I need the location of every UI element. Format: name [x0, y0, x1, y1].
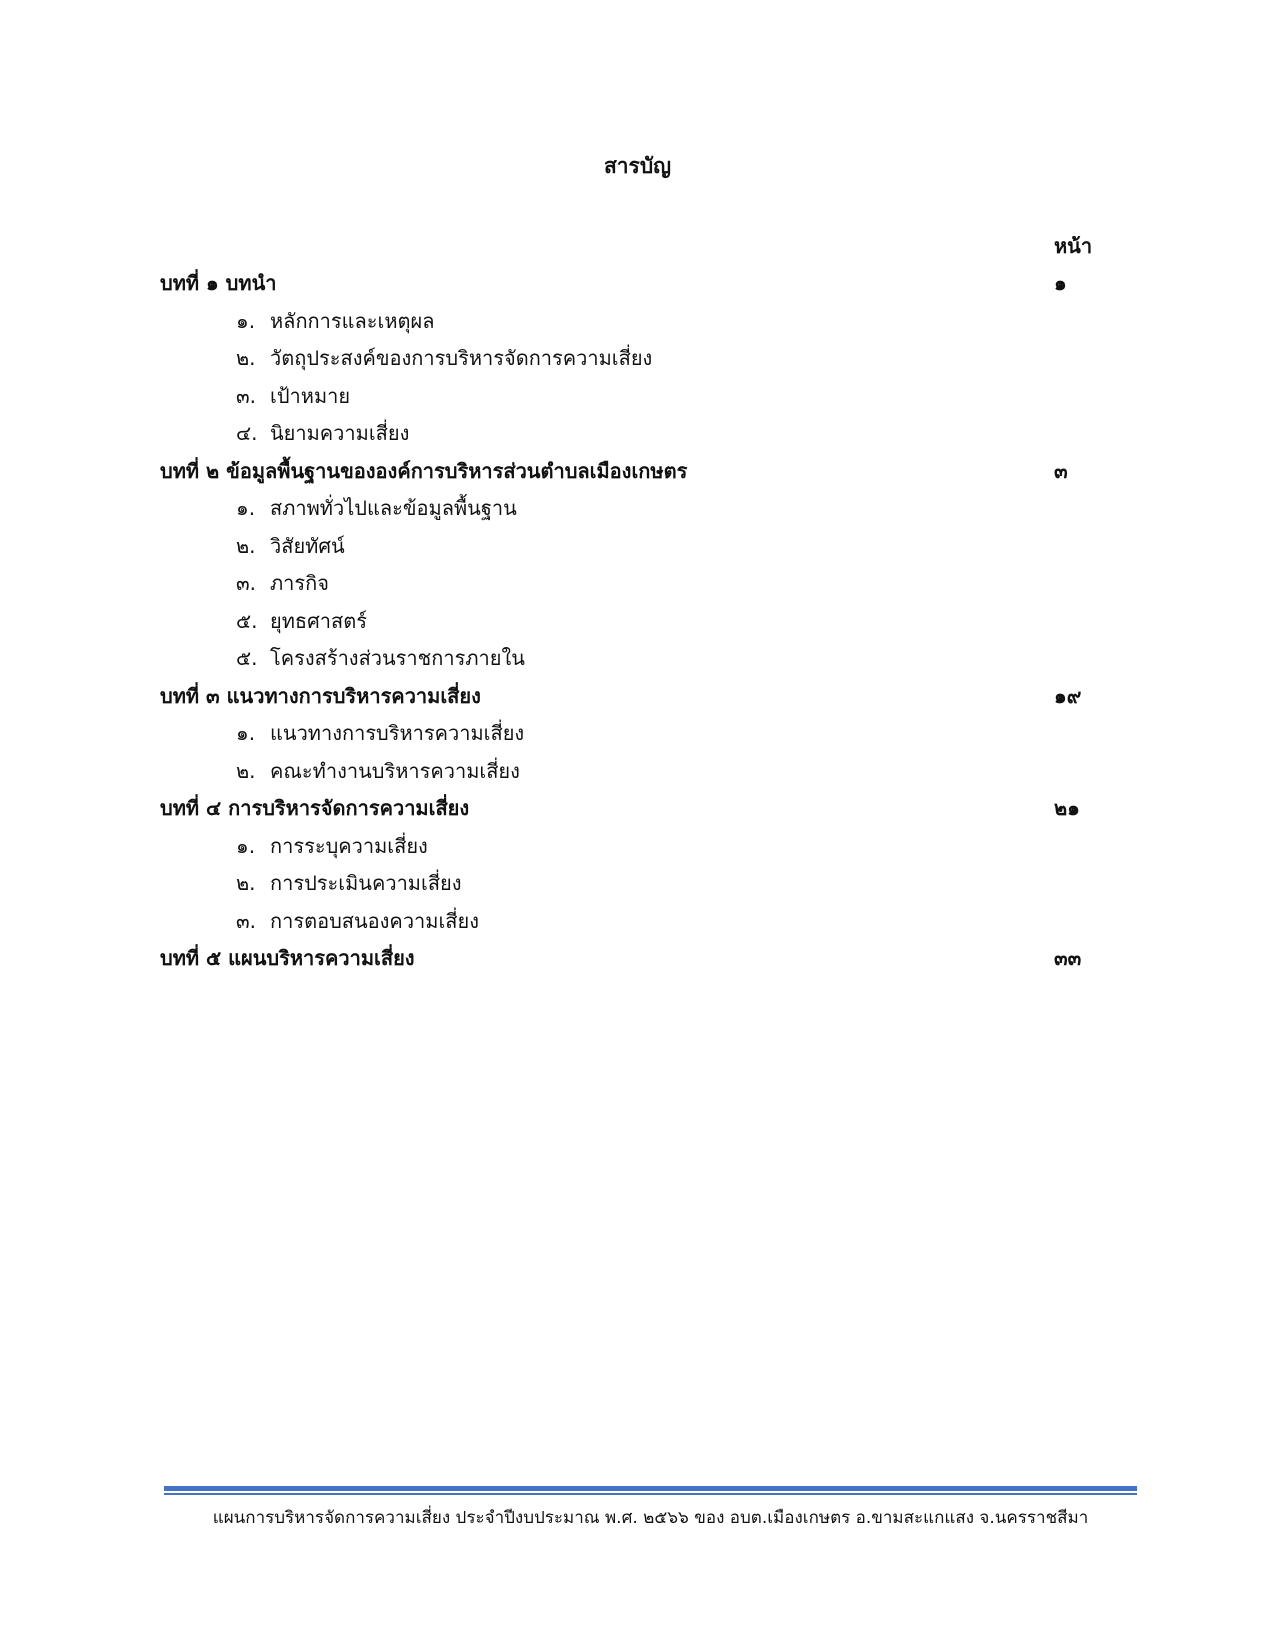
toc-item-text: ยุทธศาสตร์	[270, 608, 367, 633]
toc-item-text: การตอบสนองความเสี่ยง	[270, 908, 479, 933]
toc-item-number: ๑.	[236, 721, 256, 745]
chapter-heading	[160, 453, 1110, 491]
table-of-contents	[160, 265, 1110, 978]
toc-item-text: แนวทางการบริหารความเสี่ยง	[270, 721, 525, 745]
chapter-page-number: ๒๑	[1054, 796, 1080, 820]
toc-item-number: ๒.	[236, 533, 256, 558]
toc-item-number: ๑.	[236, 308, 256, 333]
page-title: สารบัญ	[603, 154, 672, 178]
toc-item-text: เป้าหมาย	[270, 383, 351, 408]
toc-item	[160, 303, 1110, 341]
toc-item-text: การระบุความเสี่ยง	[270, 833, 428, 858]
toc-item-text: การประเมินความเสี่ยง	[270, 871, 462, 895]
footer-divider-thin	[164, 1493, 1137, 1495]
toc-item-number: ๒.	[236, 758, 256, 783]
toc-item-text: โครงสร้างส่วนราชการภายใน	[270, 646, 525, 670]
toc-item-number: ๑.	[236, 496, 256, 520]
toc-item	[160, 715, 1110, 753]
chapter-page-number: ๓	[1054, 458, 1068, 483]
toc-item-number: ๓.	[236, 383, 257, 408]
toc-item-text: วิสัยทัศน์	[270, 533, 345, 558]
toc-item	[160, 415, 1110, 453]
toc-item	[160, 753, 1110, 791]
chapter-title: บทที่ ๔ การบริหารจัดการความเสี่ยง	[160, 796, 470, 820]
chapter-title: บทที่ ๒ ข้อมูลพื้นฐานขององค์การบริหารส่วนตำบลเมืองเกษตร	[160, 458, 688, 483]
toc-item-number: ๕.	[236, 608, 258, 633]
toc-item	[160, 828, 1110, 866]
toc-item	[160, 603, 1110, 641]
page-footer: แผนการบริหารจัดการความเสี่ยง ประจำปีงบประมาณ พ.ศ. ๒๕๖๖ ของ อบต.เมืองเกษตร อ.ขามสะแกแสง จ.นครราชสีมา	[212, 1508, 1089, 1528]
toc-item	[160, 378, 1110, 416]
chapter-title: บทที่ ๑ บทนำ	[160, 271, 277, 295]
chapter-heading	[160, 940, 1110, 978]
page-column-header: หน้า	[1054, 234, 1093, 258]
toc-item-number: ๒.	[236, 346, 256, 370]
toc-item	[160, 903, 1110, 941]
toc-item-text: วัตถุประสงค์ของการบริหารจัดการความเสี่ยง	[270, 346, 653, 370]
toc-item-number: ๔.	[236, 421, 258, 445]
toc-item-number: ๑.	[236, 833, 256, 858]
toc-item-number: ๕.	[236, 646, 258, 670]
footer-divider	[164, 1486, 1137, 1496]
toc-item	[160, 490, 1110, 528]
chapter-heading	[160, 678, 1110, 716]
chapter-page-number: ๑๙	[1054, 683, 1082, 708]
toc-item-text: หลักการและเหตุผล	[270, 308, 435, 333]
chapter-page-number: ๑	[1054, 271, 1067, 295]
toc-item	[160, 565, 1110, 603]
footer-divider-thick	[164, 1486, 1137, 1491]
toc-item	[160, 528, 1110, 566]
chapter-title: บทที่ ๓ แนวทางการบริหารความเสี่ยง	[160, 683, 481, 708]
toc-item	[160, 640, 1110, 678]
toc-item-number: ๓.	[236, 908, 257, 933]
chapter-page-number: ๓๓	[1054, 946, 1082, 970]
chapter-heading	[160, 265, 1110, 303]
toc-item	[160, 340, 1110, 378]
chapter-title: บทที่ ๕ แผนบริหารความเสี่ยง	[160, 946, 415, 970]
toc-item-text: สภาพทั่วไปและข้อมูลพื้นฐาน	[270, 496, 517, 520]
toc-item-text: คณะทำงานบริหารความเสี่ยง	[270, 758, 520, 783]
chapter-heading	[160, 790, 1110, 828]
toc-item	[160, 865, 1110, 903]
toc-item-number: ๓.	[236, 571, 257, 595]
toc-item-text: ภารกิจ	[270, 571, 329, 595]
toc-item-text: นิยามความเสี่ยง	[270, 421, 410, 445]
toc-item-number: ๒.	[236, 871, 256, 895]
